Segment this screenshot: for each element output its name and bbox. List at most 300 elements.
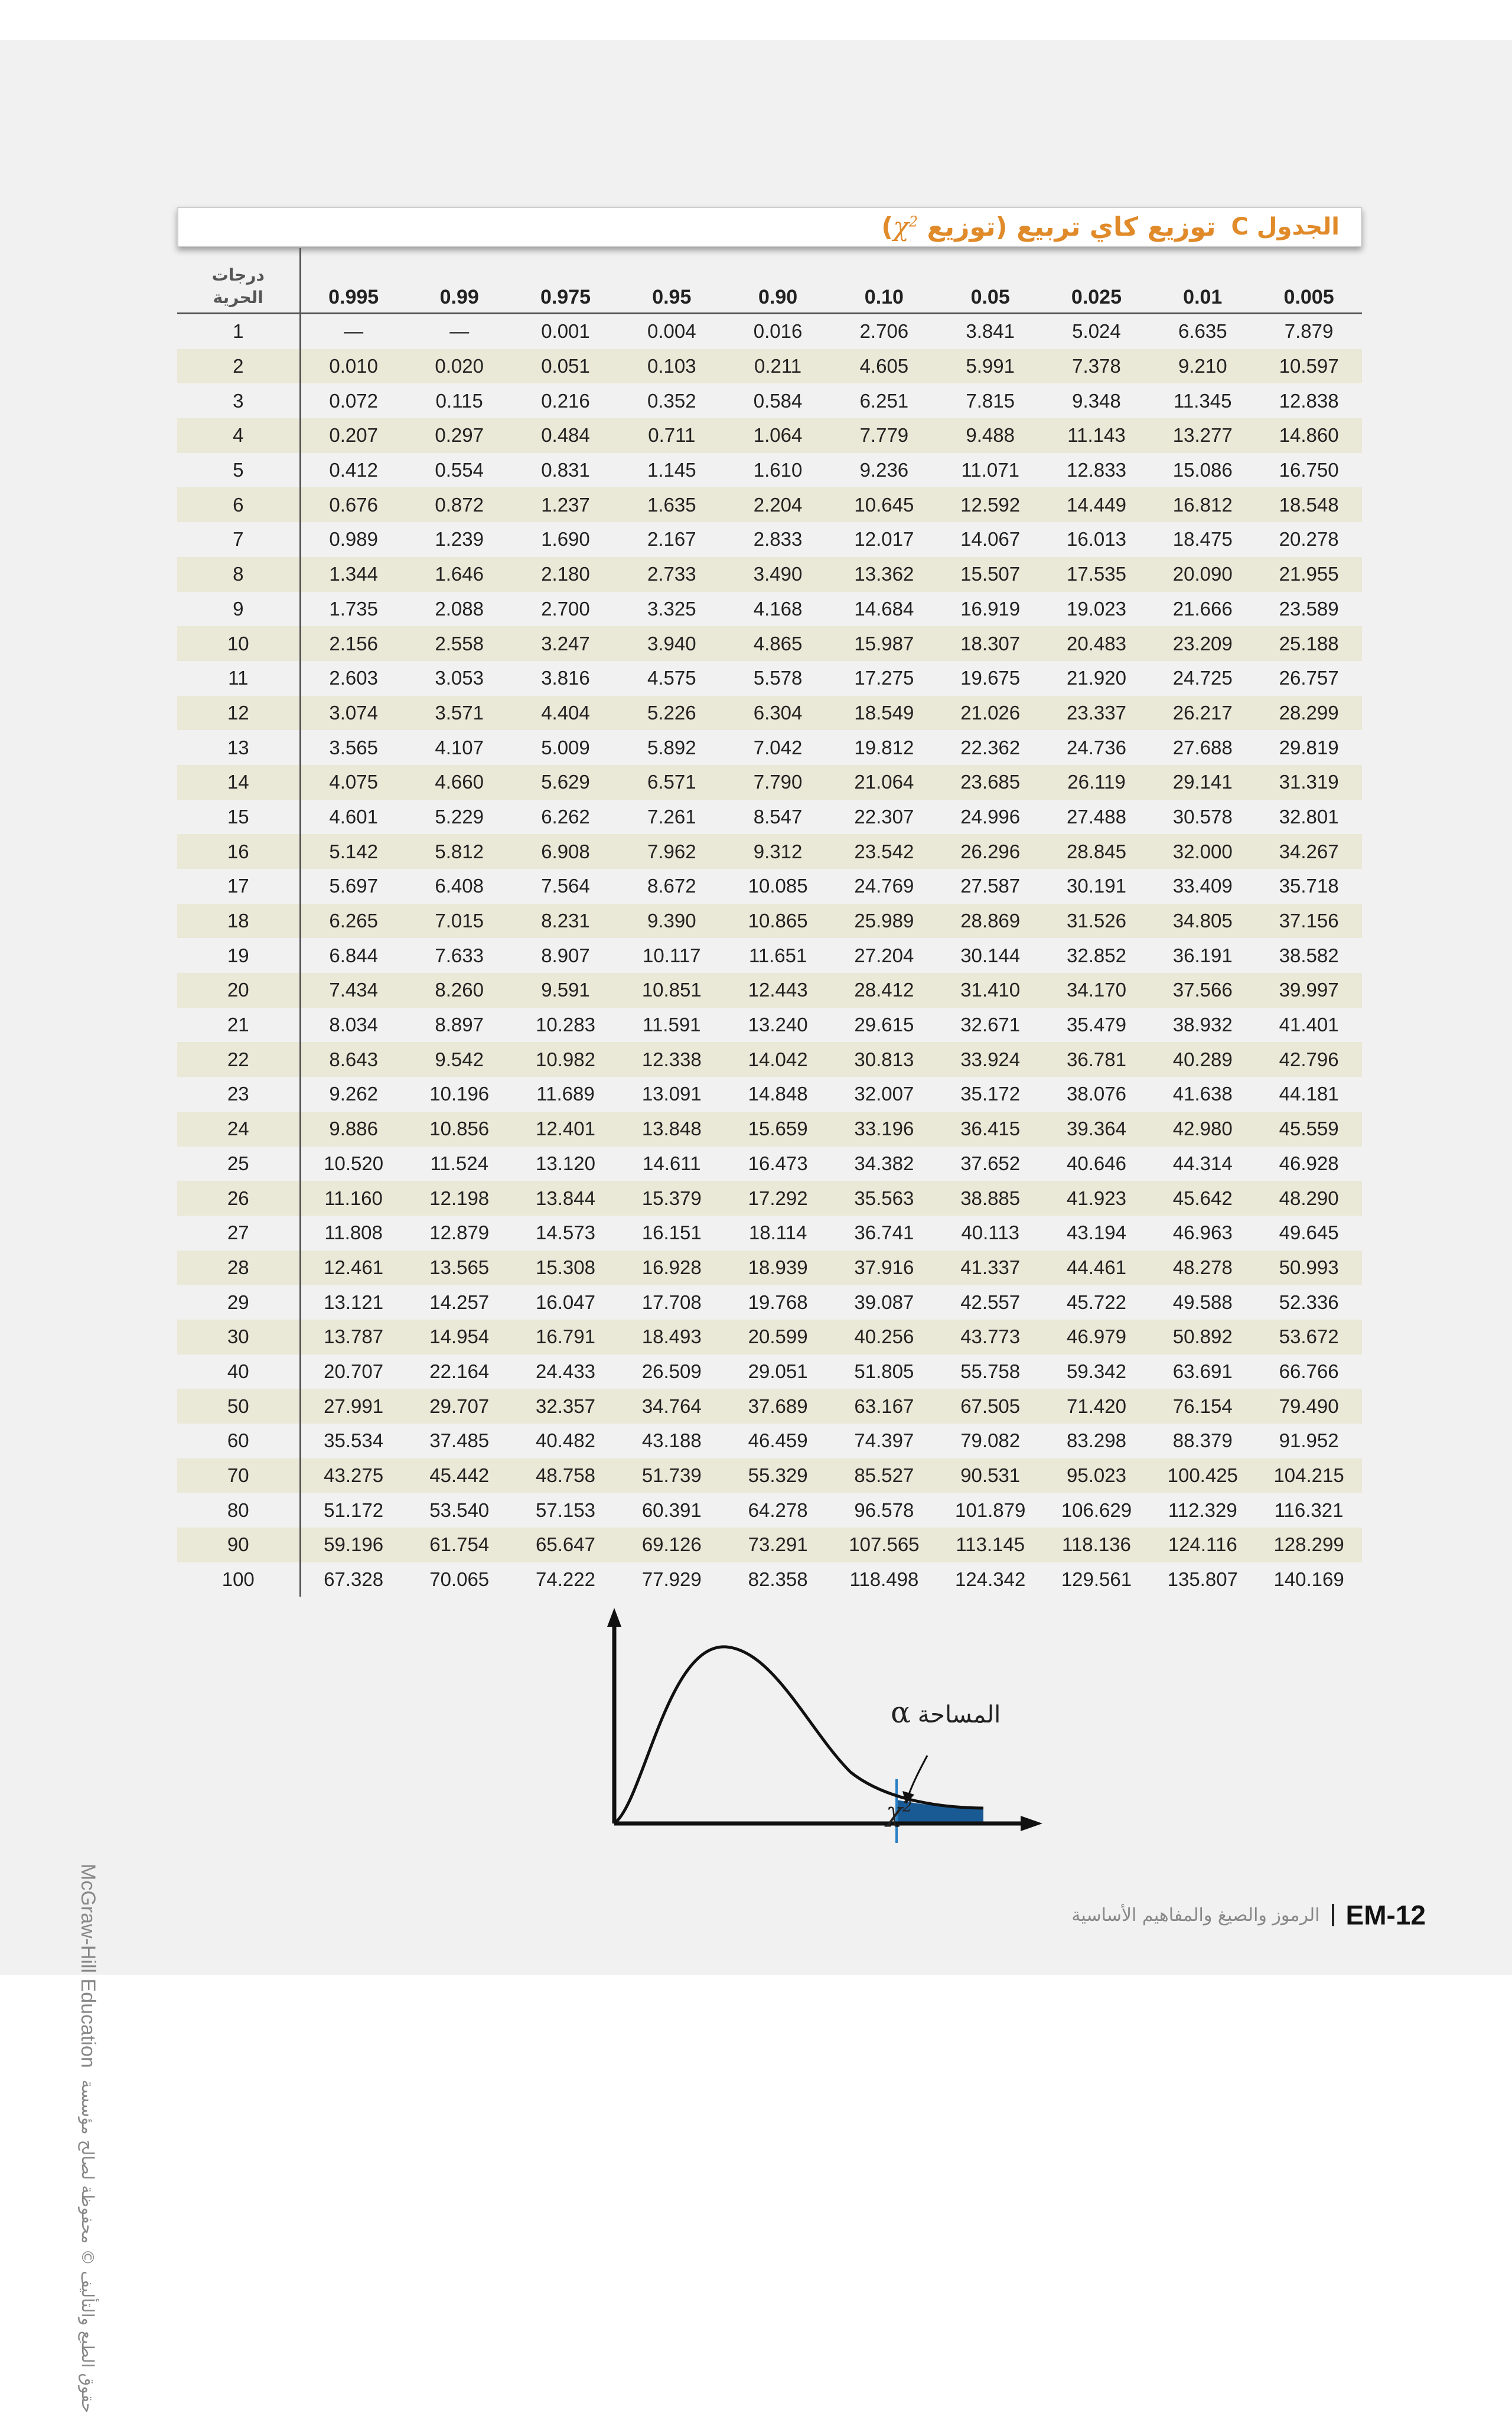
table-row [177, 1493, 1362, 1528]
value-cell: 4.660 [406, 765, 513, 800]
value-cell: 37.652 [960, 1152, 1021, 1174]
value-cell: 8.643 [300, 1042, 406, 1077]
value-cell: 0.412 [329, 459, 378, 481]
value-cell: 33.924 [937, 1042, 1044, 1077]
df-cell: 10 [177, 626, 300, 661]
value-cell: 24.996 [960, 805, 1021, 828]
df-cell: 21 [177, 1008, 300, 1043]
value-cell: — [344, 320, 364, 343]
value-cell: 7.779 [831, 418, 937, 453]
value-cell: 0.872 [406, 487, 513, 522]
value-cell: 23.337 [1044, 696, 1150, 731]
value-cell: 34.170 [1044, 973, 1150, 1008]
value-cell: 2.204 [725, 487, 831, 522]
value-cell: 11.651 [748, 944, 807, 966]
df-cell: 26 [177, 1181, 300, 1216]
column-header: 0.975 [513, 248, 619, 314]
value-cell: 67.505 [937, 1389, 1044, 1424]
value-cell: 5.024 [1072, 320, 1121, 343]
value-cell: 70.065 [429, 1568, 490, 1590]
value-cell: 3.247 [513, 626, 619, 661]
value-cell: 82.358 [748, 1568, 808, 1590]
value-cell: 53.540 [429, 1499, 490, 1521]
value-cell: 13.091 [641, 1083, 702, 1105]
value-cell: 14.954 [406, 1320, 513, 1354]
table-row [177, 1112, 1362, 1147]
df-cell: 60 [177, 1424, 300, 1458]
df-cell: 13 [177, 730, 300, 765]
value-cell: 7.790 [725, 765, 831, 800]
value-cell: 20.707 [324, 1360, 384, 1382]
column-header: 0.01 [1149, 248, 1256, 314]
value-cell: 7.815 [966, 389, 1015, 412]
value-cell: 13.362 [831, 557, 937, 592]
value-cell: 35.563 [831, 1181, 937, 1216]
df-cell: 14 [177, 765, 300, 800]
value-cell: 1.610 [753, 459, 803, 481]
value-cell: 3.816 [541, 667, 590, 689]
table-title-bar [177, 207, 1362, 247]
value-cell: 12.401 [513, 1112, 619, 1147]
table-title-chi-symbol: χ [893, 211, 909, 242]
value-cell: 8.260 [406, 973, 513, 1008]
value-cell: 2.180 [513, 557, 619, 592]
value-cell: 24.769 [854, 875, 914, 897]
value-cell: 48.278 [1149, 1251, 1256, 1285]
table-row [177, 418, 1362, 453]
value-cell: 124.116 [1149, 1528, 1256, 1562]
value-cell: 8.231 [513, 904, 619, 939]
value-cell: 40.289 [1149, 1042, 1256, 1077]
value-cell: 59.196 [300, 1528, 406, 1562]
value-cell: 10.865 [725, 904, 831, 939]
value-cell: 16.750 [1279, 459, 1339, 481]
value-cell: 57.153 [536, 1499, 595, 1521]
value-cell: 13.848 [618, 1112, 725, 1147]
value-cell: 37.916 [831, 1251, 937, 1285]
value-cell: 124.342 [955, 1568, 1026, 1590]
value-cell: 32.357 [513, 1389, 619, 1424]
value-cell: 36.781 [1044, 1042, 1150, 1077]
value-cell: 41.401 [1279, 1014, 1339, 1036]
value-cell: 112.329 [1168, 1499, 1237, 1521]
value-cell: 34.267 [1256, 834, 1362, 869]
value-cell: 4.605 [831, 349, 937, 384]
value-cell: 7.015 [406, 904, 513, 939]
value-cell: 48.758 [513, 1458, 619, 1493]
value-cell: 83.298 [1067, 1429, 1126, 1452]
value-cell: 0.020 [406, 349, 513, 384]
value-cell: 4.168 [753, 597, 803, 620]
value-cell: 29.707 [406, 1389, 513, 1424]
table-row [177, 730, 1362, 765]
table-row [177, 592, 1362, 627]
value-cell: 49.588 [1172, 1291, 1233, 1313]
value-cell: 15.308 [513, 1251, 619, 1285]
value-cell: 64.278 [748, 1499, 808, 1521]
table-row [177, 626, 1362, 661]
value-cell: 21.666 [1172, 597, 1233, 620]
value-cell: 0.584 [753, 389, 803, 412]
value-cell: 0.676 [300, 487, 406, 522]
value-cell: 74.397 [854, 1429, 914, 1452]
value-cell: 77.929 [641, 1568, 702, 1590]
footer-separator [1332, 1904, 1334, 1926]
value-cell: 12.838 [1279, 389, 1339, 412]
value-cell: 35.479 [1067, 1014, 1126, 1036]
value-cell: 8.034 [329, 1014, 378, 1036]
value-cell: 13.565 [406, 1251, 513, 1285]
table-row [177, 973, 1362, 1008]
value-cell: 129.561 [1061, 1568, 1132, 1590]
value-cell: 31.526 [1044, 904, 1150, 939]
value-cell: 19.675 [960, 667, 1021, 689]
chi-square-table [177, 248, 1362, 1597]
value-cell: 1.635 [618, 487, 725, 522]
value-cell: 118.498 [849, 1568, 919, 1590]
value-cell: 50.892 [1149, 1320, 1256, 1354]
value-cell: 35.534 [324, 1429, 384, 1452]
value-cell: 16.812 [1149, 487, 1256, 522]
value-cell: 8.547 [753, 805, 803, 828]
table-row [177, 904, 1362, 939]
value-cell: 11.143 [1044, 418, 1150, 453]
df-cell: 100 [177, 1562, 300, 1597]
value-cell: 7.261 [647, 805, 696, 828]
value-cell: 60.391 [641, 1499, 702, 1521]
df-cell: 5 [177, 453, 300, 488]
value-cell: 9.348 [1072, 389, 1121, 412]
value-cell: 4.601 [329, 805, 378, 828]
value-cell: 65.647 [513, 1528, 619, 1562]
value-cell: 1.237 [513, 487, 619, 522]
value-cell: 5.892 [647, 736, 696, 758]
df-cell: 8 [177, 557, 300, 592]
value-cell: 9.390 [618, 904, 725, 939]
value-cell: 42.796 [1256, 1042, 1362, 1077]
value-cell: 29.141 [1149, 765, 1256, 800]
value-cell: 27.688 [1172, 736, 1233, 758]
value-cell: 67.328 [324, 1568, 384, 1590]
table-row [177, 453, 1362, 488]
column-header: 0.05 [937, 248, 1044, 314]
value-cell: 0.103 [618, 349, 725, 384]
value-cell: 9.210 [1149, 349, 1256, 384]
value-cell: 95.023 [1044, 1458, 1150, 1493]
value-cell: 42.557 [960, 1291, 1021, 1313]
table-row [177, 800, 1362, 835]
value-cell: 10.085 [748, 875, 808, 897]
value-cell: 2.833 [753, 528, 803, 551]
value-cell: 10.117 [643, 944, 701, 966]
area-word: المساحة [917, 1701, 1001, 1728]
value-cell: 14.042 [725, 1042, 831, 1077]
value-cell: 24.433 [536, 1360, 595, 1382]
value-cell: 6.408 [435, 875, 484, 897]
value-cell: 25.188 [1256, 626, 1362, 661]
value-cell: 35.172 [960, 1083, 1021, 1105]
value-cell: 49.645 [1279, 1222, 1339, 1244]
value-cell: 51.172 [324, 1499, 384, 1521]
value-cell: 5.142 [300, 834, 406, 869]
table-row [177, 314, 1362, 349]
value-cell: 59.342 [1067, 1360, 1126, 1382]
table-row [177, 1251, 1362, 1285]
df-cell: 27 [177, 1216, 300, 1251]
value-cell: 31.410 [937, 973, 1044, 1008]
df-cell: 17 [177, 869, 300, 904]
value-cell: 9.312 [725, 834, 831, 869]
value-cell: 11.591 [643, 1014, 701, 1036]
value-cell: 2.088 [435, 597, 484, 620]
value-cell: 48.290 [1256, 1181, 1362, 1216]
value-cell: 76.154 [1149, 1389, 1256, 1424]
value-cell: 2.733 [618, 557, 725, 592]
value-cell: 23.685 [937, 765, 1044, 800]
value-cell: 18.114 [748, 1222, 807, 1244]
value-cell: 5.697 [329, 875, 378, 897]
value-cell: 29.051 [748, 1360, 808, 1382]
value-cell: 0.001 [541, 320, 590, 343]
df-cell: 40 [177, 1354, 300, 1389]
value-cell: 32.852 [1067, 944, 1126, 966]
footer-subtitle: الرموز والصيغ والمفاهيم الأساسية [1071, 1904, 1320, 1926]
value-cell: 13.121 [324, 1291, 384, 1313]
value-cell: 28.299 [1256, 696, 1362, 731]
side-copyright [76, 1864, 99, 2413]
value-cell: 9.591 [513, 973, 619, 1008]
table-row [177, 696, 1362, 731]
df-header-line1: درجات [211, 265, 265, 285]
value-cell: 22.307 [854, 805, 914, 828]
value-cell: 10.851 [618, 973, 725, 1008]
value-cell: 28.412 [831, 973, 937, 1008]
df-cell: 3 [177, 383, 300, 418]
value-cell: 10.520 [324, 1152, 384, 1174]
table-row [177, 765, 1362, 800]
value-cell: 12.017 [854, 528, 914, 551]
value-cell: 16.928 [618, 1251, 725, 1285]
value-cell: 21.955 [1256, 557, 1362, 592]
value-cell: 73.291 [725, 1528, 831, 1562]
value-cell: 36.741 [854, 1222, 914, 1244]
df-cell: 7 [177, 522, 300, 557]
value-cell: 0.115 [435, 389, 483, 412]
value-cell: 11.345 [1174, 389, 1232, 412]
value-cell: 63.167 [831, 1389, 937, 1424]
table-row [177, 1042, 1362, 1077]
value-cell: 3.074 [300, 696, 406, 731]
value-cell: 140.169 [1273, 1568, 1344, 1590]
df-cell: 19 [177, 938, 300, 973]
value-cell: 13.787 [300, 1320, 406, 1354]
value-cell: 12.461 [300, 1251, 406, 1285]
value-cell: 46.963 [1172, 1222, 1233, 1244]
value-cell: 8.672 [647, 875, 696, 897]
value-cell: 17.535 [1044, 557, 1150, 592]
value-cell: 5.229 [435, 805, 484, 828]
table-label: الجدول C [1231, 213, 1340, 240]
value-cell: 5.629 [513, 765, 619, 800]
df-cell: 6 [177, 487, 300, 522]
value-cell: 0.051 [513, 349, 619, 384]
value-cell: 7.434 [300, 973, 406, 1008]
value-cell: 21.064 [831, 765, 937, 800]
value-cell: 85.527 [831, 1458, 937, 1493]
value-cell: 30.191 [1067, 875, 1126, 897]
value-cell: 20.090 [1149, 557, 1256, 592]
value-cell: 21.920 [1067, 667, 1126, 689]
value-cell: 1.064 [725, 418, 831, 453]
table-row [177, 1389, 1362, 1424]
value-cell: 61.754 [406, 1528, 513, 1562]
axis-exp: 2 [902, 1797, 913, 1816]
value-cell: 1.145 [647, 459, 696, 481]
table-row [177, 522, 1362, 557]
value-cell: 26.509 [641, 1360, 702, 1382]
value-cell: 4.107 [435, 736, 484, 758]
table-row [177, 834, 1362, 869]
value-cell: 23.209 [1149, 626, 1256, 661]
value-cell: 66.766 [1279, 1360, 1339, 1382]
value-cell: 29.819 [1279, 736, 1339, 758]
value-cell: 69.126 [618, 1528, 725, 1562]
value-cell: 79.082 [960, 1429, 1021, 1452]
value-cell: 44.314 [1172, 1152, 1233, 1174]
value-cell: 6.262 [541, 805, 590, 828]
value-cell: 8.907 [541, 944, 590, 966]
value-cell: 27.991 [300, 1389, 406, 1424]
value-cell: 6.844 [329, 944, 378, 966]
value-cell: 11.689 [536, 1083, 595, 1105]
value-cell: 1.690 [541, 528, 590, 551]
table-row [177, 1458, 1362, 1493]
area-label [891, 1695, 1001, 1730]
value-cell: 26.217 [1149, 696, 1256, 731]
column-header: 0.99 [406, 248, 513, 314]
value-cell: 15.987 [831, 626, 937, 661]
column-header: 0.90 [725, 248, 831, 314]
df-cell: 15 [177, 800, 300, 835]
value-cell: 7.564 [541, 875, 590, 897]
value-cell: 34.382 [854, 1152, 914, 1174]
value-cell: 2.603 [329, 667, 378, 689]
value-cell: 40.482 [536, 1429, 595, 1452]
value-cell: 10.982 [513, 1042, 619, 1077]
value-cell: 0.352 [647, 389, 696, 412]
value-cell: 28.845 [1044, 834, 1150, 869]
table-row [177, 1562, 1362, 1597]
value-cell: 3.841 [966, 320, 1015, 343]
value-cell: 11.071 [961, 459, 1019, 481]
df-cell: 11 [177, 661, 300, 696]
value-cell: 27.587 [960, 875, 1021, 897]
value-cell: 71.420 [1044, 1389, 1150, 1424]
value-cell: 0.211 [725, 349, 831, 384]
column-header: 0.10 [831, 248, 937, 314]
value-cell: 26.757 [1279, 667, 1339, 689]
value-cell: 0.010 [300, 349, 406, 384]
value-cell: 55.758 [960, 1360, 1021, 1382]
value-cell: 35.718 [1279, 875, 1339, 897]
value-cell: 41.638 [1172, 1083, 1233, 1105]
value-cell: 1.239 [435, 528, 484, 551]
df-cell: 9 [177, 592, 300, 627]
value-cell: 15.659 [725, 1112, 831, 1147]
value-cell: 31.319 [1256, 765, 1362, 800]
value-cell: 32.671 [960, 1014, 1021, 1036]
df-cell: 23 [177, 1077, 300, 1112]
value-cell: 74.222 [536, 1568, 595, 1590]
table-row [177, 1008, 1362, 1043]
value-cell: 9.542 [406, 1042, 513, 1077]
value-cell: 100.425 [1149, 1458, 1256, 1493]
value-cell: 51.739 [618, 1458, 725, 1493]
value-cell: 16.047 [536, 1291, 595, 1313]
df-cell: 28 [177, 1251, 300, 1285]
value-cell: 20.599 [725, 1320, 831, 1354]
df-cell: 4 [177, 418, 300, 453]
table-title-chi [893, 212, 918, 242]
value-cell: 6.251 [859, 389, 909, 412]
value-cell: 63.691 [1172, 1360, 1233, 1382]
value-cell: 12.833 [1067, 459, 1126, 481]
df-cell: 30 [177, 1320, 300, 1354]
value-cell: 16.791 [513, 1320, 619, 1354]
df-cell: 90 [177, 1528, 300, 1562]
value-cell: 3.940 [618, 626, 725, 661]
value-cell: 3.490 [725, 557, 831, 592]
value-cell: 20.278 [1279, 528, 1339, 551]
value-cell: 41.337 [937, 1251, 1044, 1285]
value-cell: 21.026 [937, 696, 1044, 731]
value-cell: 18.307 [937, 626, 1044, 661]
value-cell: 2.156 [300, 626, 406, 661]
value-cell: 12.338 [618, 1042, 725, 1077]
value-cell: 14.257 [429, 1291, 490, 1313]
value-cell: 23.589 [1279, 597, 1339, 620]
value-cell: 16.013 [1067, 528, 1126, 551]
value-cell: 4.404 [513, 696, 619, 731]
value-cell: 40.256 [831, 1320, 937, 1354]
value-cell: 90.531 [937, 1458, 1044, 1493]
area-pointer [908, 1756, 927, 1796]
value-cell: 0.554 [435, 459, 484, 481]
alpha-symbol: α [891, 1695, 911, 1730]
table-header-row [177, 248, 1362, 314]
value-cell: 16.919 [960, 597, 1021, 620]
value-cell: 6.635 [1178, 320, 1227, 343]
df-cell: 80 [177, 1493, 300, 1528]
value-cell: 106.629 [1061, 1499, 1132, 1521]
df-cell: 29 [177, 1285, 300, 1320]
value-cell: 14.860 [1256, 418, 1362, 453]
value-cell: 46.979 [1044, 1320, 1150, 1354]
value-cell: 0.484 [513, 418, 619, 453]
value-cell: 13.844 [513, 1181, 619, 1216]
value-cell: 13.120 [536, 1152, 595, 1174]
value-cell: 20.483 [1044, 626, 1150, 661]
value-cell: 26.119 [1044, 765, 1150, 800]
table-row [177, 1181, 1362, 1216]
value-cell: 41.923 [1044, 1181, 1150, 1216]
value-cell: 14.573 [536, 1222, 595, 1244]
value-cell: 36.191 [1172, 944, 1233, 966]
value-cell: 33.409 [1172, 875, 1233, 897]
value-cell: 7.633 [435, 944, 484, 966]
df-cell: 20 [177, 973, 300, 1008]
value-cell: 23.542 [831, 834, 937, 869]
